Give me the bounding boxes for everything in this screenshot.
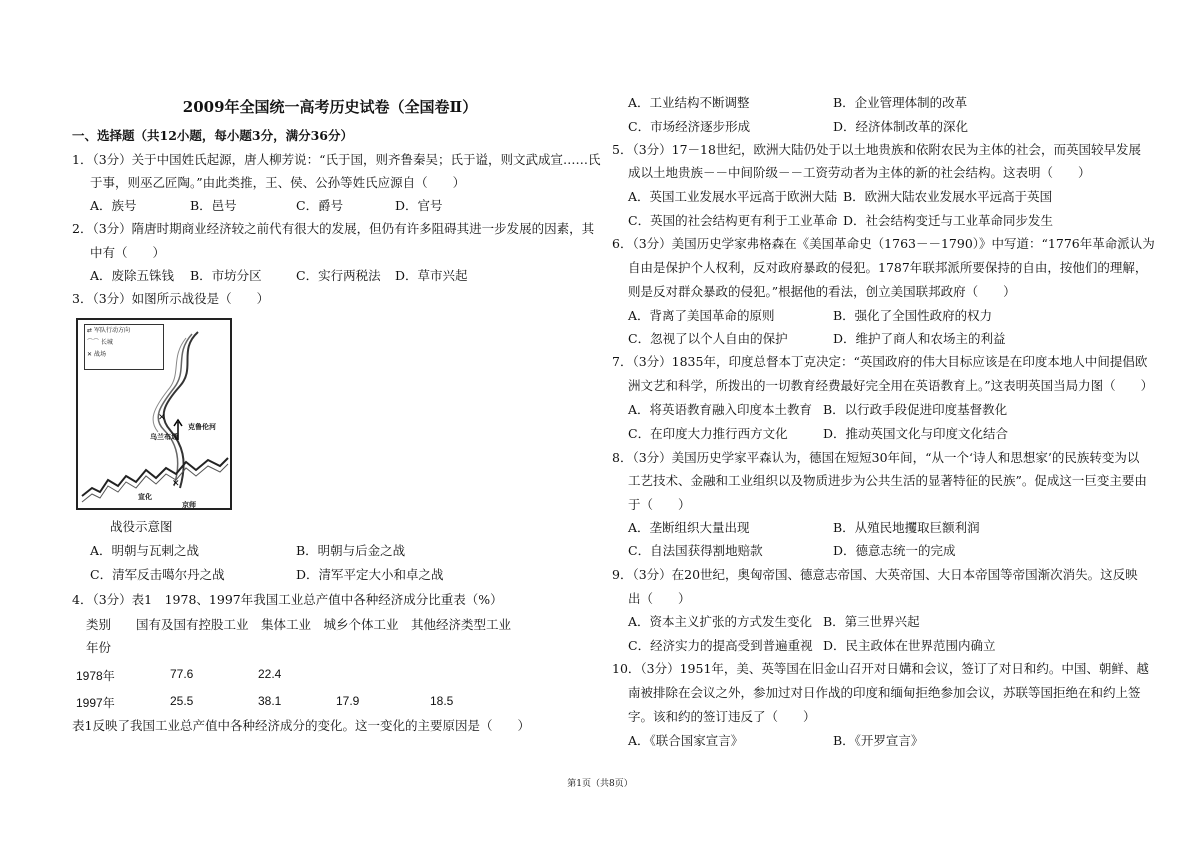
svg-text:✕: ✕	[158, 413, 166, 423]
q6-option-d[interactable]: D．维护了商人和农场主的利益	[833, 331, 1006, 346]
legend-item-wall: ⌒⌒ 长城	[87, 339, 113, 346]
section-heading: 一、选择题（共12小题，每小题3分，满分36分）	[72, 128, 353, 143]
q4-question: 表1反映了我国工业总产值中各种经济成分的变化。这一变化的主要原因是（ ）	[72, 718, 530, 733]
q10-option-a[interactable]: A．《联合国家宣言》	[628, 733, 744, 748]
q8-option-a[interactable]: A．垄断组织大量出现	[628, 520, 750, 535]
q2-option-a[interactable]: A．废除五铢钱	[90, 268, 175, 283]
q5-stem-line2: 成以土地贵族－－中间阶级－－工资劳动者为主体的新的社会结构。这表明（ ）	[628, 165, 1091, 180]
q10-stem-line2: 南被排除在会议之外，参加过对日作战的印度和缅甸拒绝参加会议，苏联等国拒绝在和约上签	[628, 685, 1141, 700]
q6-stem-line1: 6．（3分）美国历史学家弗格森在《美国革命史（1763－－1790）》中写道：“1776年革命派认为	[612, 236, 1155, 251]
table-row-1997-year: 1997年	[76, 696, 115, 710]
q9-option-c[interactable]: C．经济实力的提高受到普遍重视	[628, 638, 813, 653]
q4-option-b[interactable]: B．企业管理体制的改革	[833, 95, 968, 110]
map-label-wulanbutong: 乌兰布通	[150, 433, 178, 441]
table-row-1997-state: 25.5	[170, 694, 194, 708]
q2-stem-line2: 中有（ ）	[90, 245, 166, 260]
q7-option-c[interactable]: C．在印度大力推行西方文化	[628, 426, 788, 441]
q8-stem-line2: 工艺技术、金融和工业组织以及物质进步为公共生活的显著特征的民族”。促成这一巨变主要由	[628, 473, 1147, 488]
q5-option-b[interactable]: B．欧洲大陆农业发展水平远高于英国	[843, 189, 1053, 204]
q1-stem-line1: 1．（3分）关于中国姓氏起源，唐人柳芳说：“氏于国，则齐鲁秦吴；氏于谥，则文武成宣……氏	[72, 152, 601, 167]
q3-option-a[interactable]: A．明朝与瓦剌之战	[90, 543, 200, 558]
q8-stem-line3: 于（ ）	[628, 497, 691, 512]
q5-option-a[interactable]: A．英国工业发展水平远高于欧洲大陆	[628, 189, 838, 204]
table-year-label: 年份	[86, 640, 112, 655]
table-row-1978-state: 77.6	[170, 667, 194, 681]
table-row-1997-individual: 17.9	[336, 694, 360, 708]
q4-option-d[interactable]: D．经济体制改革的深化	[833, 119, 969, 134]
q8-stem-line1: 8．（3分）美国历史学家平森认为，德国在短短30年间，“从一个‘诗人和思想家’的民族转变为以	[612, 450, 1140, 465]
map-drawing	[78, 320, 230, 508]
map-label-xuanhua: 宣化	[138, 493, 152, 501]
q6-option-c[interactable]: C．忽视了以个人自由的保护	[628, 331, 788, 346]
q3-stem: 3．（3分）如图所示战役是（ ）	[72, 291, 270, 306]
map-label-jingshi: 京师	[182, 501, 196, 509]
q3-option-b[interactable]: B．明朝与后金之战	[296, 543, 406, 558]
q2-stem-line1: 2．（3分）隋唐时期商业经济较之前代有很大的发展，但仍有许多阻碍其进一步发展的因素，其	[72, 221, 595, 236]
q9-option-a[interactable]: A．资本主义扩张的方式发生变化	[628, 614, 813, 629]
q6-option-b[interactable]: B．强化了全国性政府的权力	[833, 308, 993, 323]
q1-option-a[interactable]: A．族号	[90, 198, 137, 213]
q2-option-b[interactable]: B．市坊分区	[190, 268, 262, 283]
q3-option-c[interactable]: C．清军反击噶尔丹之战	[90, 567, 225, 582]
table-row-1978-year: 1978年	[76, 669, 115, 683]
legend-item-direction: ⇄ 军队行动方向	[87, 327, 130, 334]
q6-stem-line3: 则是反对群众暴政的侵犯。”根据他的看法，创立美国联邦政府（ ）	[628, 284, 1016, 299]
q7-option-d[interactable]: D．推动英国文化与印度文化结合	[823, 426, 1009, 441]
legend-item-battle: ✕ 战场	[87, 351, 106, 358]
q8-option-c[interactable]: C．自法国获得割地赔款	[628, 543, 763, 558]
map-label-kelulun: 克鲁伦河	[188, 423, 216, 431]
q7-option-b[interactable]: B．以行政手段促进印度基督教化	[823, 402, 1008, 417]
q9-option-b[interactable]: B．第三世界兴起	[823, 614, 920, 629]
q6-option-a[interactable]: A．背离了美国革命的原则	[628, 308, 775, 323]
q1-stem-line2: 于事，则巫乙匠陶。”由此类推，王、侯、公孙等姓氏应源自（ ）	[90, 175, 466, 190]
table-header: 类别 国有及国有控股工业 集体工业 城乡个体工业 其他经济类型工业	[86, 617, 512, 632]
q10-stem-line3: 字。该和约的签订违反了（ ）	[628, 709, 816, 724]
table-row-1978-collective: 22.4	[258, 667, 282, 681]
q8-option-b[interactable]: B．从殖民地攫取巨额利润	[833, 520, 980, 535]
q2-option-d[interactable]: D．草市兴起	[395, 268, 468, 283]
q5-stem-line1: 5．（3分）17－18世纪，欧洲大陆仍处于以土地贵族和依附农民为主体的社会，而英国较早发展	[612, 142, 1141, 157]
q7-stem-line2: 洲文艺和科学，所拨出的一切教育经费最好完全用在英语教育上。”这表明英国当局力图（ ）	[628, 378, 1154, 393]
battle-map	[76, 318, 232, 510]
q5-option-c[interactable]: C．英国的社会结构更有利于工业革命	[628, 213, 838, 228]
table-row-1997-collective: 38.1	[258, 694, 282, 708]
q8-option-d[interactable]: D．德意志统一的完成	[833, 543, 956, 558]
q10-option-b[interactable]: B．《开罗宣言》	[833, 733, 924, 748]
q3-option-d[interactable]: D．清军平定大小和卓之战	[296, 567, 444, 582]
q7-option-a[interactable]: A．将英语教育融入印度本土教育	[628, 402, 813, 417]
q9-option-d[interactable]: D．民主政体在世界范围内确立	[823, 638, 996, 653]
q1-option-c[interactable]: C．爵号	[296, 198, 344, 213]
q4-option-c[interactable]: C．市场经济逐步形成	[628, 119, 751, 134]
q7-stem-line1: 7．（3分）1835年，印度总督本丁克决定：“英国政府的伟大目标应该是在印度本地人中间提倡欧	[612, 354, 1148, 369]
table-row-1997-other: 18.5	[430, 694, 454, 708]
page-footer: 第1页（共8页）	[567, 779, 633, 789]
q6-stem-line2: 自由是保护个人权利，反对政府暴政的侵犯。1787年联邦派所要保持的自由，按他们的理解，	[628, 260, 1148, 275]
q4-option-a[interactable]: A．工业结构不断调整	[628, 95, 750, 110]
q1-option-d[interactable]: D．官号	[395, 198, 443, 213]
svg-text:✕: ✕	[172, 479, 180, 489]
q2-option-c[interactable]: C．实行两税法	[296, 268, 381, 283]
q9-stem-line1: 9．（3分）在20世纪，奥匈帝国、德意志帝国、大英帝国、大日本帝国等帝国渐次消失。这反映	[612, 567, 1138, 582]
q1-option-b[interactable]: B．邑号	[190, 198, 237, 213]
q4-stem: 4．（3分）表1 1978、1997年我国工业总产值中各种经济成分比重表（%）	[72, 592, 503, 607]
q9-stem-line2: 出（ ）	[628, 591, 691, 606]
q5-option-d[interactable]: D．社会结构变迁与工业革命同步发生	[843, 213, 1054, 228]
page-title: 2009年全国统一高考历史试卷（全国卷Ⅱ）	[182, 98, 478, 116]
map-caption: 战役示意图	[110, 519, 173, 534]
q10-stem-line1: 10．（3分）1951年，美、英等国在旧金山召开对日媾和会议，签订了对日和约。中国、朝鲜、越	[612, 661, 1149, 676]
